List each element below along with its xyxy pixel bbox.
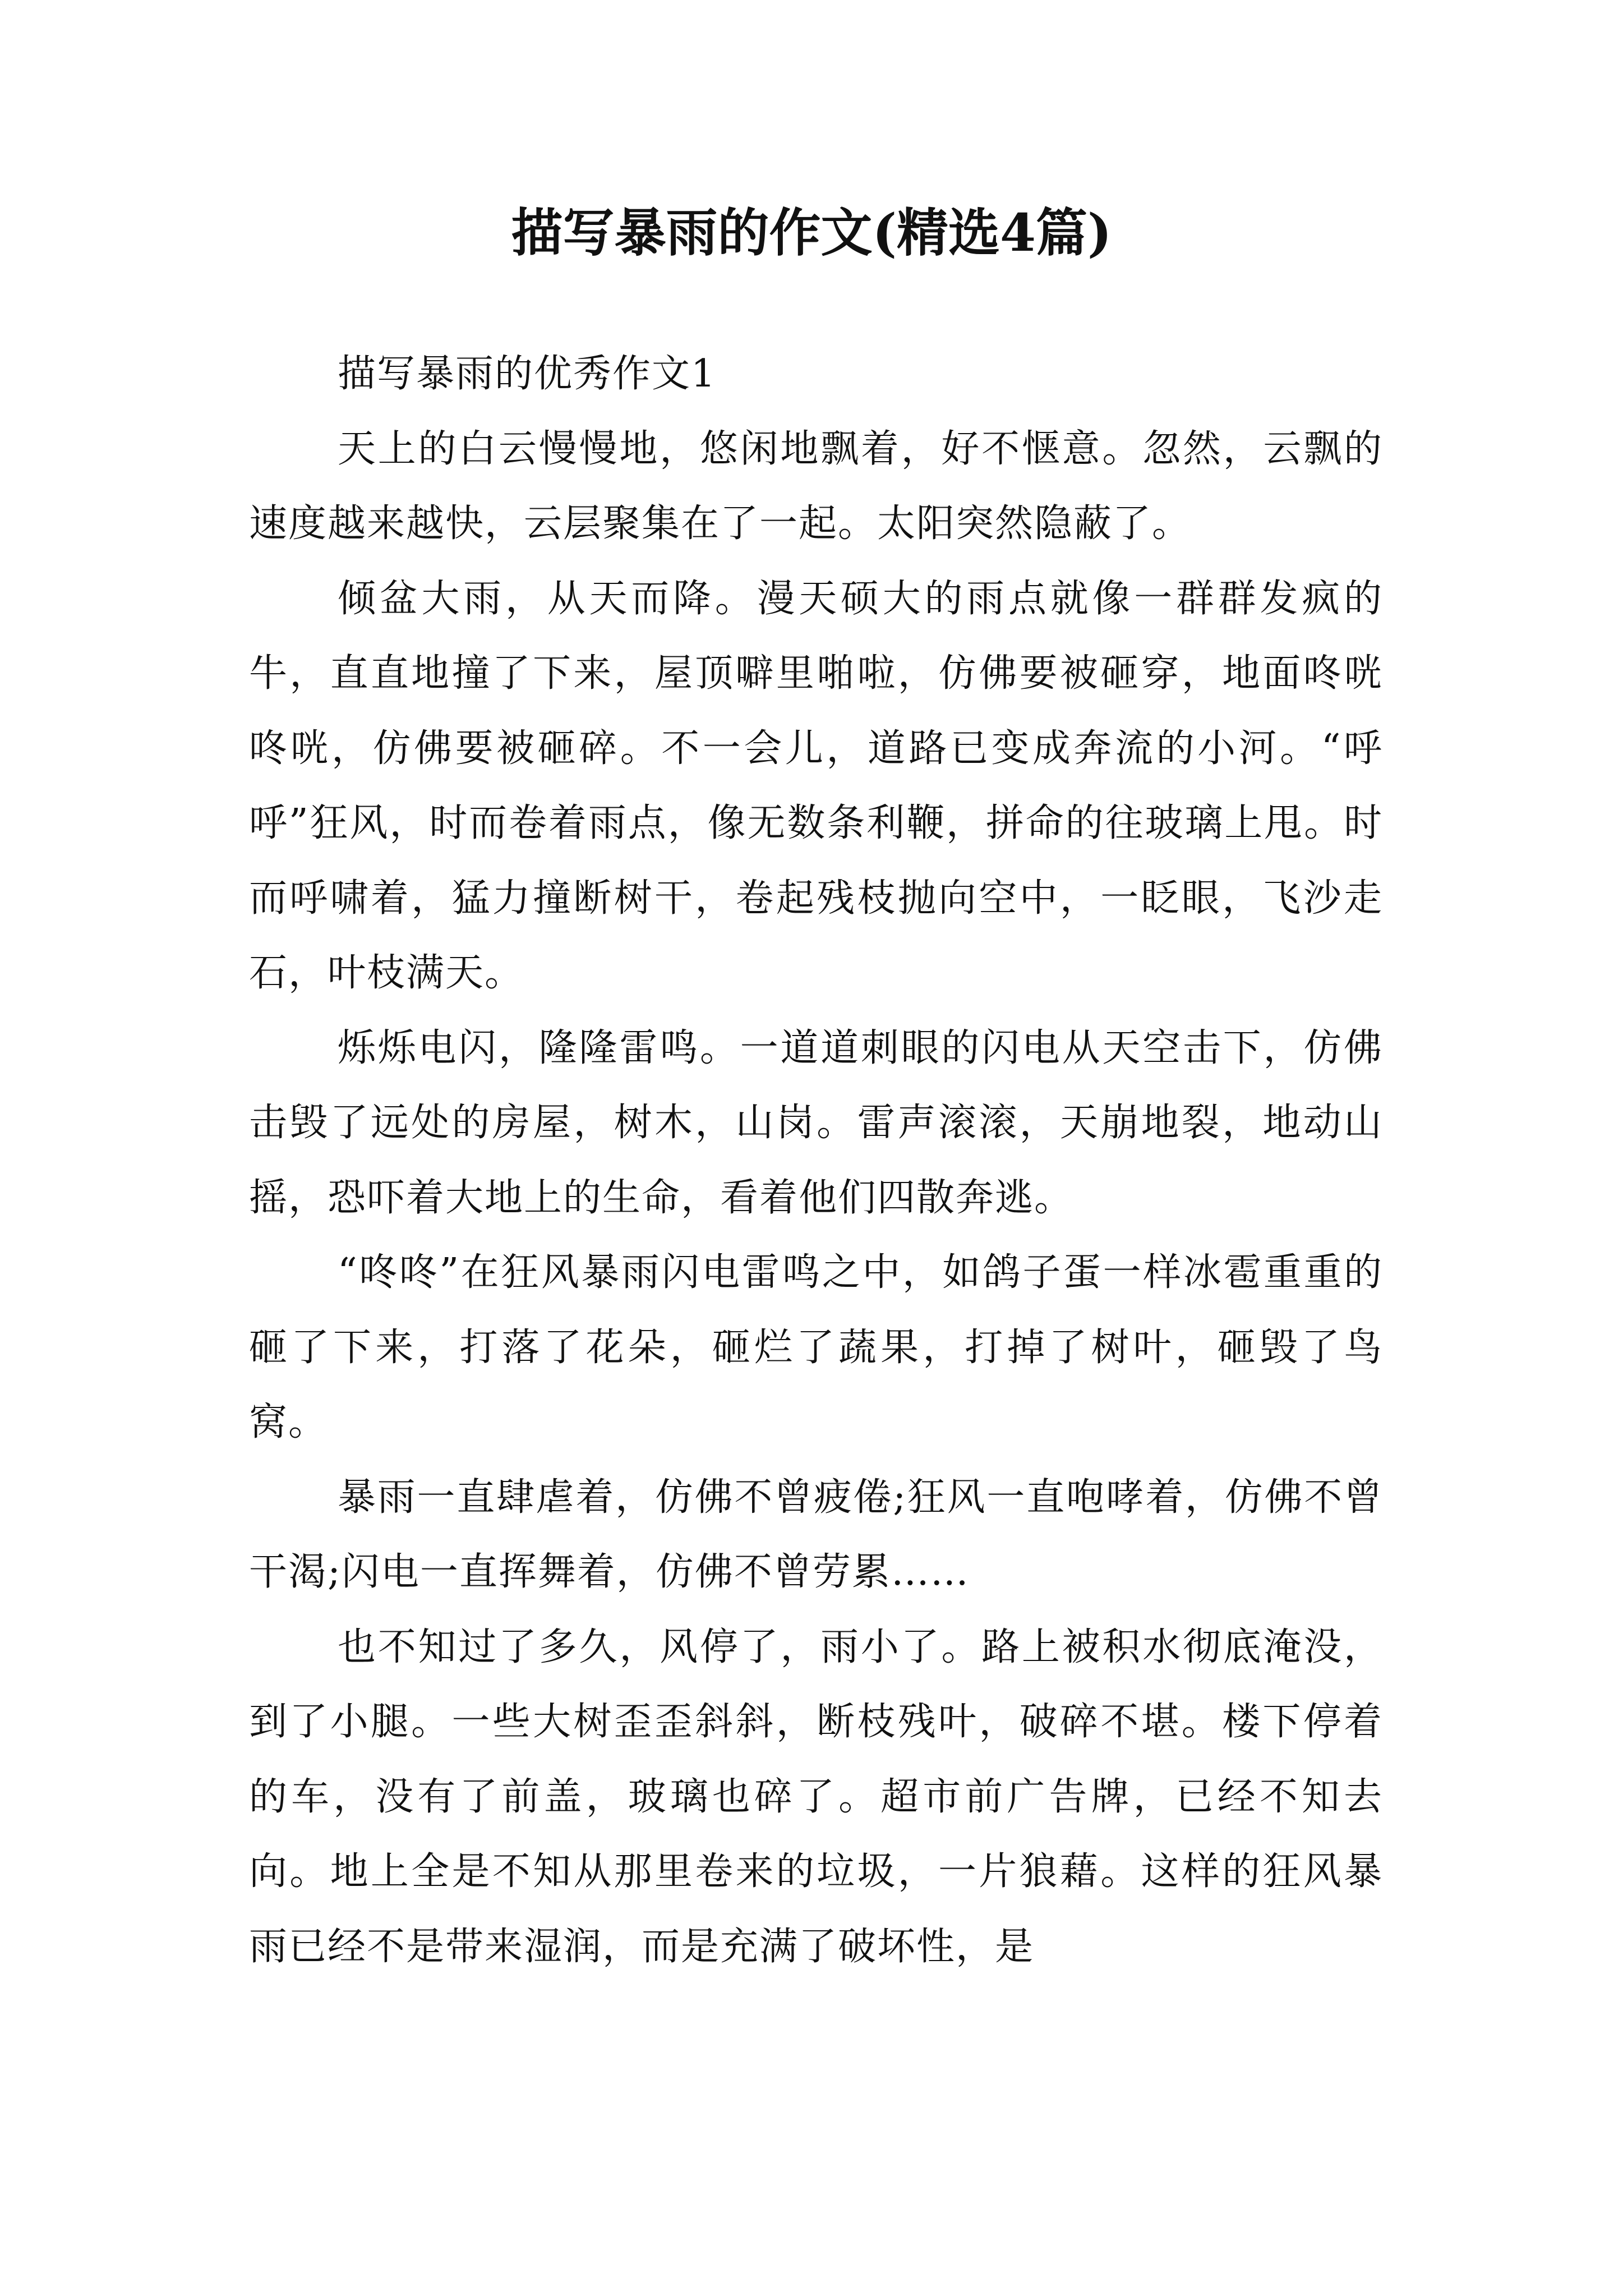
- document-title: 描写暴雨的作文(精选4篇): [511, 203, 1112, 263]
- section-heading: 描写暴雨的优秀作文1: [338, 352, 717, 396]
- paragraph: 暴雨一直肆虐着，仿佛不曾疲倦;狂风一直咆哮着，仿佛不曾干渴;闪电一直挥舞着，仿佛不曾劳累……: [249, 1475, 1383, 1594]
- paragraph: 烁烁电闪，隆隆雷鸣。一道道刺眼的闪电从天空击下，仿佛击毁了远处的房屋，树木，山岗。雷声滚滚，天崩地裂，地动山摇，恐吓着大地上的生命，看着他们四散奔逃。: [249, 1025, 1383, 1220]
- paragraph: 倾盆大雨，从天而降。漫天硕大的雨点就像一群群发疯的牛，直直地撞了下来，屋顶噼里啪啦，仿佛要被砸穿，地面咚咣咚咣，仿佛要被砸碎。不一会儿，道路已变成奔流的小河。“呼呼”狂风，时而卷着雨点，像无数条利鞭，拼命的往玻璃上甩。时而呼啸着，猛力撞断树干，卷起残枝抛向空中，一眨眼，飞沙走石，叶枝满天。: [249, 576, 1383, 995]
- paragraph: 也不知过了多久，风停了，雨小了。路上被积水彻底淹没，到了小腿。一些大树歪歪斜斜，断枝残叶，破碎不堪。楼下停着的车，没有了前盖，玻璃也碎了。超市前广告牌，已经不知去向。地上全是不知从那里卷来的垃圾，一片狼藉。这样的狂风暴雨已经不是带来湿润，而是充满了破坏性，是: [249, 1625, 1383, 1969]
- paragraph: 天上的白云慢慢地，悠闲地飘着，好不惬意。忽然，云飘的速度越来越快，云层聚集在了一起。太阳突然隐蔽了。: [249, 426, 1383, 546]
- paragraph: “咚咚”在狂风暴雨闪电雷鸣之中，如鸽子蛋一样冰雹重重的砸了下来，打落了花朵，砸烂了蔬果，打掉了树叶，砸毁了鸟窝。: [249, 1250, 1383, 1444]
- document-body: [249, 337, 1383, 1984]
